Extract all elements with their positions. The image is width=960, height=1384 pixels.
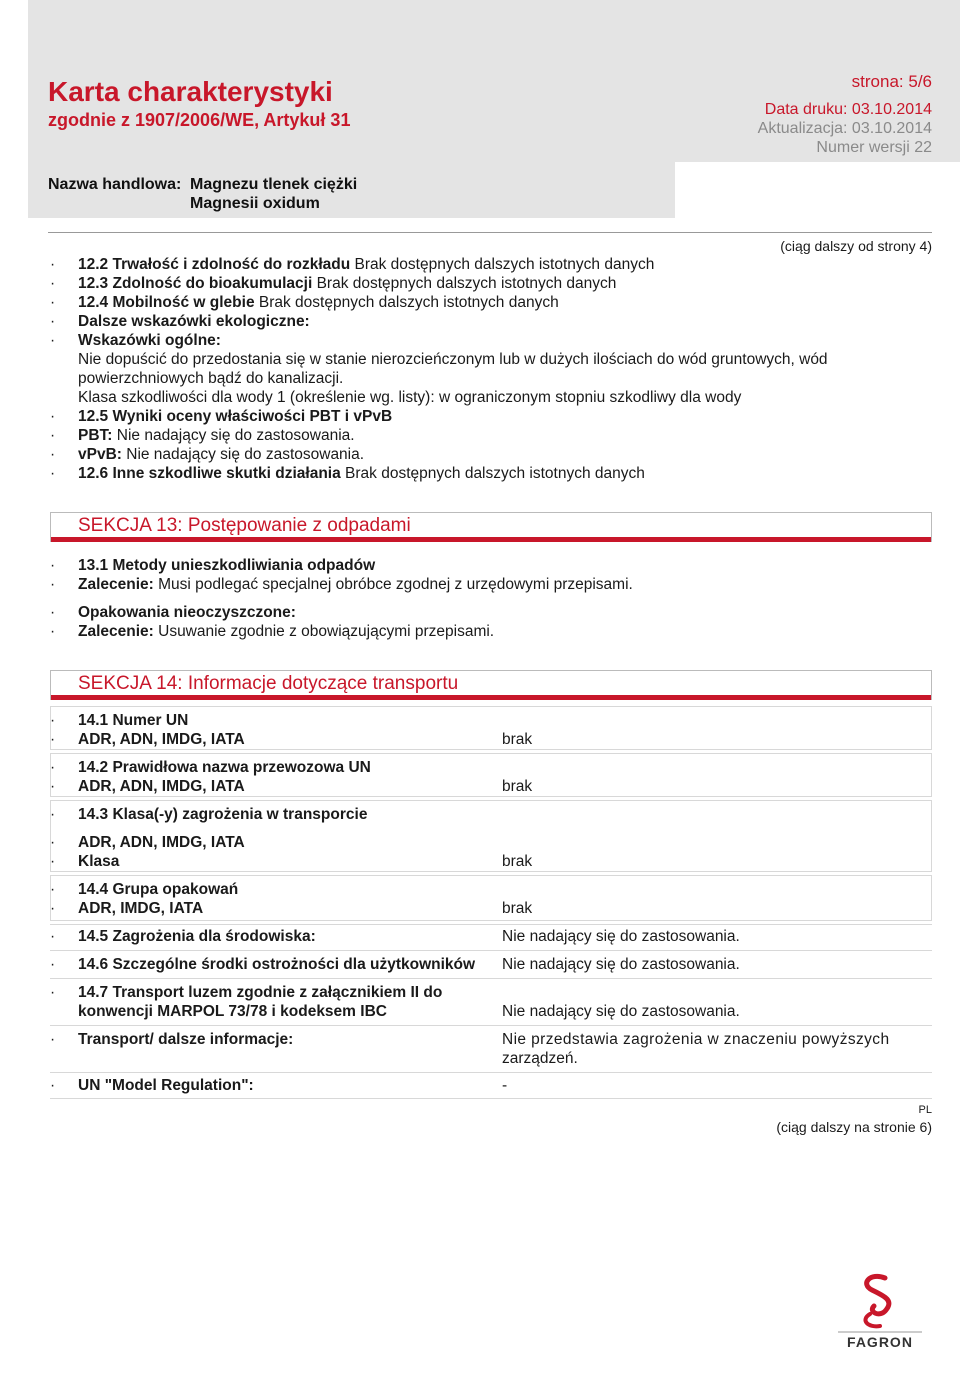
section-14-accent-bar bbox=[51, 695, 931, 700]
value-14-3: brak bbox=[502, 853, 533, 870]
language-code: PL bbox=[918, 1104, 932, 1116]
continued-from: (ciąg dalszy od strony 4) bbox=[780, 238, 932, 254]
document-subtitle: zgodnie z 1907/2006/WE, Artykuł 31 bbox=[48, 110, 351, 130]
item-transport-info: · Transport/ dalsze informacje: bbox=[50, 1031, 294, 1048]
update-date: Aktualizacja: 03.10.2014 bbox=[757, 120, 932, 137]
item-14-5: · 14.5 Zagrożenia dla środowiska: bbox=[50, 928, 316, 945]
item-pbt: · PBT: Nie nadający się do zastosowania. bbox=[50, 427, 355, 444]
value-un-model: - bbox=[502, 1077, 508, 1094]
separator-bottom bbox=[50, 1098, 932, 1099]
trade-name-2: Magnesii oxidum bbox=[190, 195, 320, 212]
section-13-accent-bar bbox=[51, 537, 931, 542]
item-13-packaging-recommendation: · Zalecenie: Usuwanie zgodnie z obowiązującymi przepisami. bbox=[50, 623, 495, 640]
fagron-logo bbox=[830, 1270, 930, 1360]
separator-14-6 bbox=[50, 950, 932, 951]
value-transport-info-1: Nie przedstawia zagrożenia w znaczeniu powyższych bbox=[502, 1031, 890, 1048]
item-14-1: · 14.1 Numer UN bbox=[50, 712, 189, 729]
item-12-6: · 12.6 Inne szkodliwe skutki działania Brak dostępnych dalszych istotnych danych bbox=[50, 465, 645, 482]
item-12-2: · 12.2 Trwałość i zdolność do rozkładu Brak dostępnych dalszych istotnych danych bbox=[50, 256, 655, 273]
water-hazard-class: Klasa szkodliwości dla wody 1 (określenie wg. listy): w ograniczonym stopniu szkodliwy dla wody bbox=[78, 389, 742, 406]
separator-14-7 bbox=[50, 978, 932, 979]
value-14-2: brak bbox=[502, 778, 533, 795]
general-notes-text-1: Nie dopuścić do przedostania się w stanie nierozcieńczonym lub w dużych ilościach do wód gruntowych, wód bbox=[78, 351, 828, 368]
version-number: Numer wersji 22 bbox=[816, 139, 932, 156]
trade-name-label: Nazwa handlowa: bbox=[48, 176, 182, 193]
item-14-4-adr: · ADR, IMDG, IATA bbox=[50, 900, 204, 917]
continued-on: (ciąg dalszy na stronie 6) bbox=[776, 1119, 932, 1135]
item-14-3-adr: · ADR, ADN, IMDG, IATA bbox=[50, 834, 245, 851]
separator-transport-info bbox=[50, 1025, 932, 1026]
item-14-1-adr: · ADR, ADN, IMDG, IATA bbox=[50, 731, 245, 748]
item-14-2: · 14.2 Prawidłowa nazwa przewozowa UN bbox=[50, 759, 371, 776]
item-14-3: · 14.3 Klasa(-y) zagrożenia w transporcie bbox=[50, 806, 368, 823]
item-14-3-klasa: · Klasa bbox=[50, 853, 120, 870]
value-14-6: Nie nadający się do zastosowania. bbox=[502, 956, 740, 973]
item-13-recommendation: · Zalecenie: Musi podlegać specjalnej obróbce zgodnej z urzędowymi przepisami. bbox=[50, 576, 633, 593]
item-12-5: · 12.5 Wyniki oceny właściwości PBT i vPvB bbox=[50, 408, 393, 425]
item-eco-notes: · Dalsze wskazówki ekologiczne: bbox=[50, 313, 310, 330]
general-notes-text-2: powierzchniowych bądź do kanalizacji. bbox=[78, 370, 344, 387]
print-date: Data druku: 03.10.2014 bbox=[764, 101, 932, 118]
item-12-3: · 12.3 Zdolność do bioakumulacji Brak dostępnych dalszych istotnych danych bbox=[50, 275, 617, 292]
section-13-heading bbox=[50, 512, 932, 542]
value-14-4: brak bbox=[502, 900, 533, 917]
value-14-5: Nie nadający się do zastosowania. bbox=[502, 928, 740, 945]
section-14-title: SEKCJA 14: Informacje dotyczące transportu bbox=[78, 673, 459, 694]
item-13-packaging: · Opakowania nieoczyszczone: bbox=[50, 604, 296, 621]
item-14-6: · 14.6 Szczególne środki ostrożności dla użytkowników bbox=[50, 956, 476, 973]
value-14-7: Nie nadający się do zastosowania. bbox=[502, 1003, 740, 1020]
section-14-heading bbox=[50, 670, 932, 700]
fagron-logo-text: FAGRON bbox=[847, 1334, 913, 1350]
separator-14-5 bbox=[50, 924, 932, 925]
item-13-1: · 13.1 Metody unieszkodliwiania odpadów bbox=[50, 557, 376, 574]
section-13-title: SEKCJA 13: Postępowanie z odpadami bbox=[78, 515, 411, 536]
item-14-4: · 14.4 Grupa opakowań bbox=[50, 881, 239, 898]
separator-un-model bbox=[50, 1072, 932, 1073]
item-14-2-adr: · ADR, ADN, IMDG, IATA bbox=[50, 778, 245, 795]
header-rule bbox=[48, 232, 932, 233]
trade-name-1: Magnezu tlenek ciężki bbox=[190, 176, 358, 193]
value-transport-info-2: zarządzeń. bbox=[502, 1050, 578, 1067]
item-14-7-cont: konwencji MARPOL 73/78 i kodeksem IBC bbox=[78, 1003, 387, 1020]
item-vpvb: · vPvB: Nie nadający się do zastosowania. bbox=[50, 446, 365, 463]
value-14-1: brak bbox=[502, 731, 533, 748]
item-14-7: · 14.7 Transport luzem zgodnie z załącznikiem II do bbox=[50, 984, 443, 1001]
item-general-notes: · Wskazówki ogólne: bbox=[50, 332, 221, 349]
item-12-4: · 12.4 Mobilność w glebie Brak dostępnych dalszych istotnych danych bbox=[50, 294, 559, 311]
page-number: strona: 5/6 bbox=[851, 72, 932, 91]
document-title: Karta charakterystyki bbox=[48, 76, 333, 107]
item-un-model: · UN "Model Regulation": bbox=[50, 1077, 254, 1094]
